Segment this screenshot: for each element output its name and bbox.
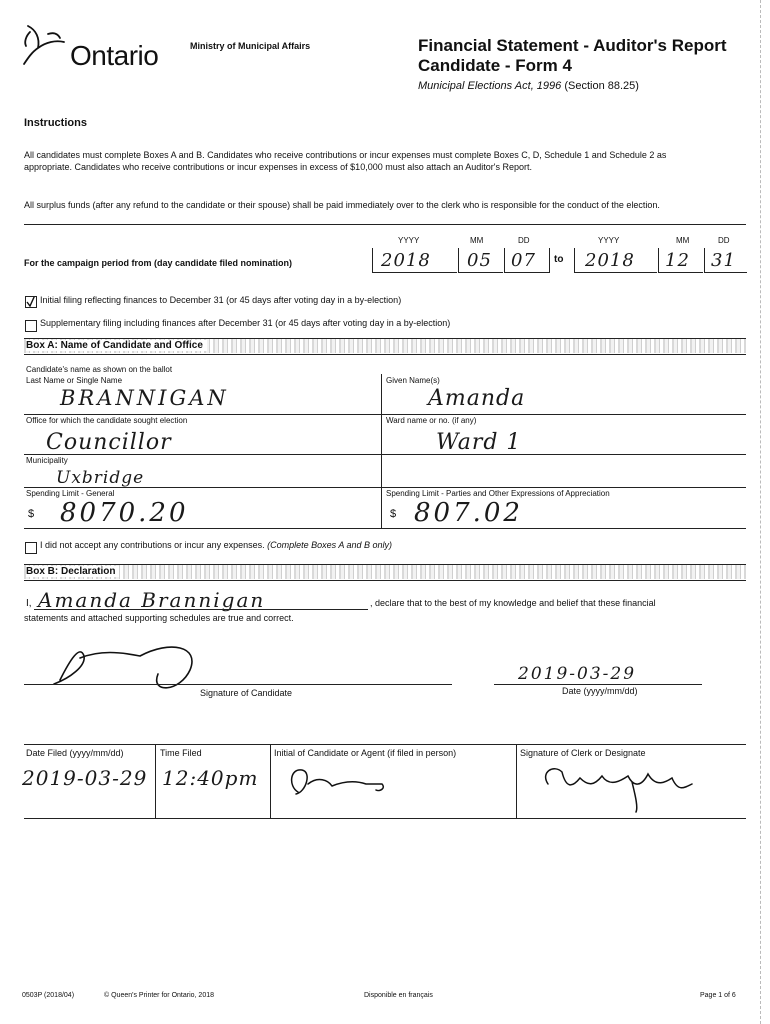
ministry-name: Ministry of Municipal Affairs bbox=[190, 41, 311, 51]
spending-general-value[interactable]: 8070.20 bbox=[60, 498, 189, 528]
municipality-value[interactable]: Uxbridge bbox=[56, 468, 145, 488]
from-month-value: 05 bbox=[467, 250, 492, 271]
from-month-field[interactable] bbox=[458, 248, 503, 273]
from-dd-label: DD bbox=[518, 236, 530, 245]
filing-table-divider bbox=[155, 744, 156, 818]
given-name-label: Given Name(s) bbox=[386, 376, 440, 385]
box-a-heading: Box A: Name of Candidate and Office bbox=[26, 340, 207, 351]
initial-filing-checkbox[interactable] bbox=[25, 296, 37, 308]
from-day-field[interactable] bbox=[504, 248, 550, 273]
from-day-value: 07 bbox=[511, 250, 536, 271]
filing-table-bottom bbox=[24, 818, 746, 819]
from-year-field[interactable] bbox=[372, 248, 457, 273]
signature-label: Signature of Candidate bbox=[200, 688, 293, 698]
declaration-text: , declare that to the best of my knowledge and belief that these financial bbox=[370, 598, 656, 608]
agent-initial-signature[interactable] bbox=[282, 762, 402, 802]
office-label: Office for which the candidate sought election bbox=[26, 416, 188, 425]
to-month-value: 12 bbox=[665, 250, 690, 271]
instructions-heading: Instructions bbox=[24, 117, 87, 129]
office-value[interactable]: Councillor bbox=[46, 430, 172, 455]
currency-sign: $ bbox=[28, 508, 35, 520]
box-b-header-band bbox=[24, 565, 746, 579]
box-a-header-rule bbox=[24, 354, 746, 355]
date-filed-label: Date Filed (yyyy/mm/dd) bbox=[26, 748, 124, 758]
declaration-date-label: Date (yyyy/mm/dd) bbox=[562, 686, 638, 696]
clerk-signature[interactable] bbox=[532, 758, 712, 814]
box-a-column-divider bbox=[381, 374, 382, 528]
declarant-underline bbox=[34, 609, 368, 610]
date-line bbox=[494, 684, 702, 685]
supplementary-filing-checkbox[interactable] bbox=[25, 320, 37, 332]
to-dd-label: DD bbox=[718, 236, 730, 245]
from-yyyy-label: YYYY bbox=[398, 236, 420, 245]
row-rule bbox=[24, 487, 746, 488]
trillium-icon bbox=[18, 18, 68, 68]
row-rule bbox=[24, 454, 746, 455]
to-yyyy-label: YYYY bbox=[598, 236, 620, 245]
supplementary-filing-label: Supplementary filing including finances after December 31 (or 45 days after voting day in a by-election) bbox=[40, 318, 451, 328]
ontario-wordmark: Ontario bbox=[70, 40, 159, 71]
time-filed-value[interactable]: 12:40pm bbox=[162, 766, 259, 790]
declaration-date-value[interactable]: 2019-03-29 bbox=[518, 664, 637, 684]
ballot-name-label: Candidate's name as shown on the ballot bbox=[26, 365, 173, 374]
act-reference bbox=[418, 80, 639, 92]
to-day-field[interactable] bbox=[704, 248, 747, 273]
scan-edge bbox=[760, 0, 761, 1024]
no-contributions-checkbox[interactable] bbox=[25, 542, 37, 554]
spending-general-label: Spending Limit - General bbox=[26, 489, 115, 498]
filing-table-divider bbox=[516, 744, 517, 818]
form-subtitle: Candidate - Form 4 bbox=[418, 56, 572, 75]
box-b-heading: Box B: Declaration bbox=[26, 566, 119, 577]
spending-parties-value[interactable]: 807.02 bbox=[414, 498, 523, 528]
municipality-label: Municipality bbox=[26, 456, 68, 465]
spending-parties-label: Spending Limit - Parties and Other Expressions of Appreciation bbox=[386, 489, 610, 498]
ontario-logo bbox=[18, 18, 178, 78]
french-availability: Disponible en français bbox=[364, 992, 433, 999]
copyright: © Queen's Printer for Ontario, 2018 bbox=[104, 992, 214, 999]
declarant-name[interactable]: Amanda Brannigan bbox=[38, 588, 266, 612]
filing-table-divider bbox=[270, 744, 271, 818]
to-day-value: 31 bbox=[711, 250, 736, 271]
to-month-field[interactable] bbox=[658, 248, 703, 273]
initial-filing-label: Initial filing reflecting finances to December 31 (or 45 days after voting day in a by-election) bbox=[40, 295, 402, 305]
page-number: Page 1 of 6 bbox=[700, 992, 736, 999]
form-code: 0503P (2018/04) bbox=[22, 992, 75, 999]
from-mm-label: MM bbox=[470, 236, 484, 245]
row-rule bbox=[24, 414, 746, 415]
no-contributions-note: (Complete Boxes A and B only) bbox=[267, 540, 393, 550]
checkmark-icon bbox=[26, 297, 36, 307]
time-filed-label: Time Filed bbox=[160, 748, 202, 758]
to-mm-label: MM bbox=[676, 236, 690, 245]
period-to-label: to bbox=[554, 254, 564, 265]
instructions-para-1: All candidates must complete Boxes A and B. Candidates who receive contributions or incur expenses must complete Boxes C, D, Schedule 1 and Schedule 2 as appropriate. Candidates who receive contributions or incur expenses in excess of $10,000 must also attach an Auditor's Report. bbox=[24, 150, 667, 172]
row-rule bbox=[24, 528, 746, 529]
to-year-field[interactable] bbox=[574, 248, 657, 273]
no-contributions-label bbox=[40, 540, 392, 550]
declaration-text-2: statements and attached supporting schedules are true and correct. bbox=[24, 613, 294, 623]
form-title: Financial Statement - Auditor's Report bbox=[418, 36, 727, 55]
ward-label: Ward name or no. (if any) bbox=[386, 416, 477, 425]
date-filed-value[interactable]: 2019-03-29 bbox=[22, 766, 148, 790]
signature-line bbox=[24, 684, 452, 685]
from-year-value: 2018 bbox=[381, 250, 431, 271]
given-name-value[interactable]: Amanda bbox=[428, 386, 526, 411]
act-name: Municipal Elections Act, 1996 bbox=[418, 80, 562, 92]
no-contributions-text: I did not accept any contributions or incur any expenses. bbox=[40, 540, 265, 550]
last-name-label: Last Name or Single Name bbox=[26, 376, 123, 385]
initial-agent-label: Initial of Candidate or Agent (if filed in person) bbox=[274, 748, 457, 758]
last-name-value[interactable]: BRANNIGAN bbox=[60, 386, 229, 410]
declaration-prefix: I, bbox=[26, 598, 32, 609]
clerk-signature-label: Signature of Clerk or Designate bbox=[520, 748, 646, 758]
candidate-signature[interactable] bbox=[40, 630, 210, 700]
currency-sign: $ bbox=[390, 508, 397, 520]
filing-table-top bbox=[24, 744, 746, 745]
ward-value[interactable]: Ward 1 bbox=[436, 430, 522, 455]
campaign-period-label: For the campaign period from (day candidate filed nomination) bbox=[24, 258, 293, 268]
box-b-header-rule bbox=[24, 580, 746, 581]
act-section: (Section 88.25) bbox=[564, 80, 639, 92]
divider bbox=[24, 224, 746, 225]
to-year-value: 2018 bbox=[585, 250, 635, 271]
instructions-para-2: All surplus funds (after any refund to the candidate or their spouse) shall be paid immediately over to the clerk who is responsible for the conduct of the election. bbox=[24, 200, 660, 210]
